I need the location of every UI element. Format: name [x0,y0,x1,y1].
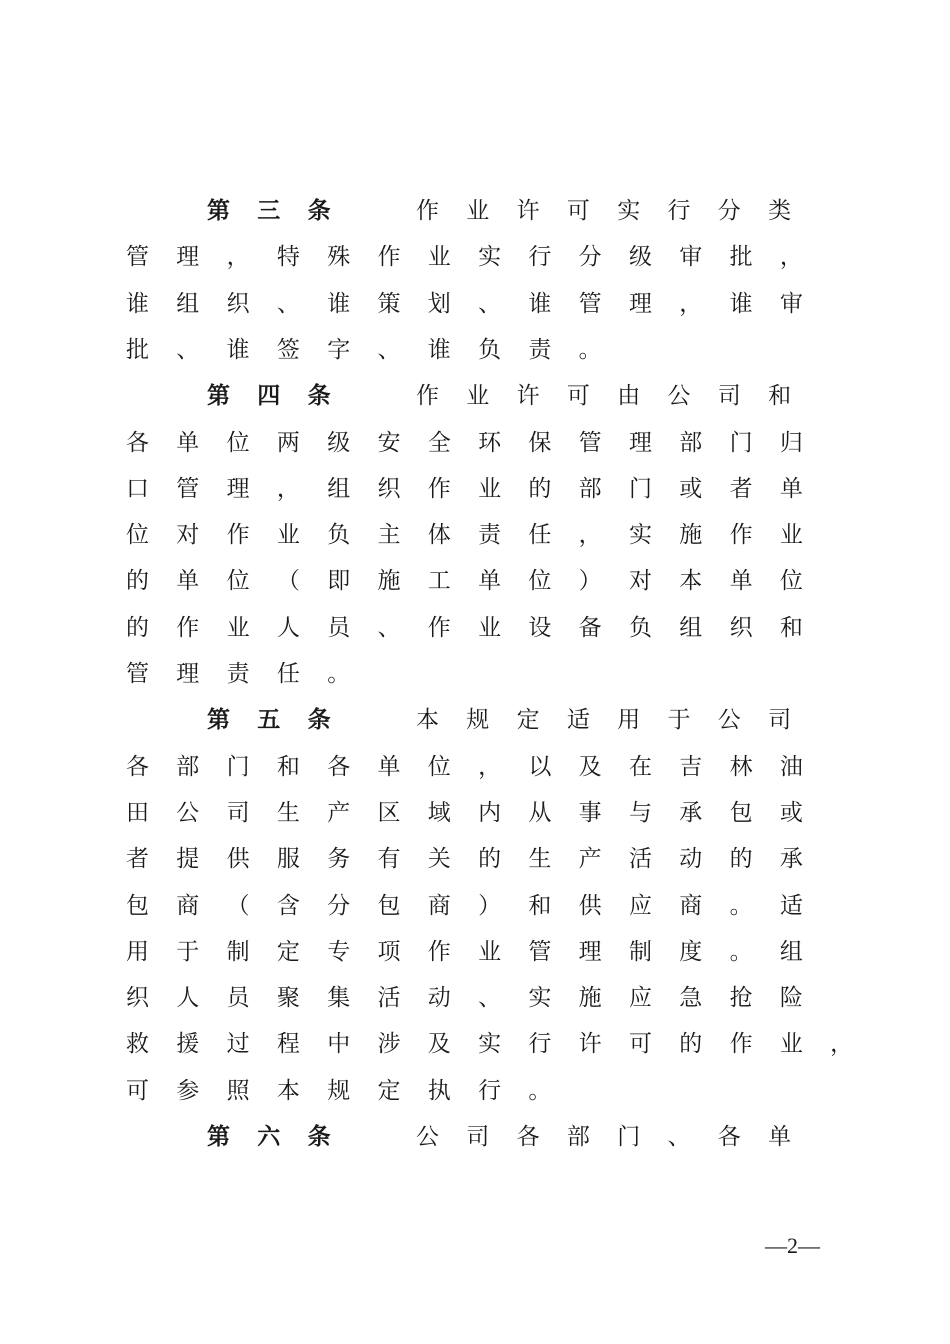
character: 集 [327,985,351,1012]
character: 任 [528,522,552,549]
character: ， [276,475,300,502]
character: 殊 [327,244,351,271]
character: 及 [427,1031,451,1058]
character: 的 [126,614,149,641]
character: 对 [628,568,652,595]
character: 部 [578,475,602,502]
character: 救 [126,1031,149,1058]
character: 和 [528,892,552,919]
character: 业 [478,475,502,502]
character: 实 [617,198,641,224]
character: 条 [307,706,331,734]
character: 作 [416,198,439,224]
character: 作 [176,614,200,641]
character: 事 [578,799,602,826]
character: 管 [126,244,149,271]
article-text-line [125,605,865,651]
character: 行 [478,1077,502,1104]
article-heading-line [0,697,950,743]
character: 条 [307,382,331,410]
character: 包 [126,892,149,919]
character: 作 [729,1031,753,1058]
page-number: —2— [765,1233,820,1258]
character: 可 [566,198,590,224]
character: 备 [578,614,602,641]
character: 适 [566,707,590,734]
character: 适 [779,892,803,919]
article-heading [206,373,357,419]
character: 门 [226,753,250,780]
character: 审 [679,244,703,271]
article-heading [206,188,357,234]
character: 包 [729,799,753,826]
character: 责 [528,336,552,363]
article-text-line [125,975,865,1021]
character: 组 [779,938,803,965]
article-text-line [125,744,865,790]
character: 关 [427,846,451,873]
character: 业 [779,1031,803,1058]
character: 抢 [729,985,753,1012]
character: 用 [126,938,149,965]
character: 规 [466,707,490,734]
character: 司 [466,1124,490,1150]
character: 、 [377,336,401,363]
article-heading [206,1114,357,1160]
character: 或 [779,799,803,826]
character: 责 [226,661,250,687]
character: 本 [679,568,703,595]
character: 业 [478,614,502,641]
character: ） [578,568,602,595]
character: 员 [226,985,250,1012]
article-heading-line [0,373,950,419]
character: 实 [528,985,552,1012]
character: 者 [729,475,753,502]
character: 理 [578,938,602,965]
article-text-line [125,1068,865,1114]
character: 本 [416,707,439,734]
character: 谁 [427,336,451,363]
character: 谁 [126,290,149,317]
character: 各 [126,429,149,456]
character: 人 [276,614,300,641]
character: 部 [176,753,200,780]
character: 生 [528,846,552,873]
article-heading-line [0,1114,950,1160]
character: 分 [717,198,741,224]
character: 位 [528,568,552,595]
character: 承 [779,846,803,873]
character: 、 [478,985,502,1012]
character: 单 [176,429,200,456]
character: 以 [528,753,552,780]
character: 。 [528,1077,552,1104]
character: 门 [729,429,753,456]
character: 商 [679,892,703,919]
character: 制 [628,938,652,965]
character: 实 [478,244,502,271]
character: 位 [126,522,149,549]
character: 公 [176,799,200,826]
article-first-line [415,1114,817,1160]
character: 本 [276,1077,300,1104]
character: 田 [126,799,149,826]
character: 产 [578,846,602,873]
article-text-line [125,558,865,604]
character: 位 [226,429,250,456]
character: 作 [427,475,451,502]
character: 照 [226,1077,250,1104]
character: ， [679,290,703,317]
character: 第 [207,197,230,224]
character: 口 [126,475,149,502]
character: 对 [176,522,200,549]
character: 全 [427,429,451,456]
character: 、 [667,1124,691,1150]
character: 谁 [729,290,753,317]
character: 产 [327,799,351,826]
character: 谁 [327,290,351,317]
character: 管 [126,661,149,687]
character: 特 [276,244,300,271]
character: 保 [528,429,552,456]
character: 织 [377,475,401,502]
character: 聚 [276,985,300,1012]
character: 管 [578,290,602,317]
character: 员 [327,614,351,641]
character: 中 [327,1031,351,1058]
character: 归 [779,429,803,456]
character: 五 [257,706,281,734]
character: 业 [427,244,451,271]
character: 六 [257,1123,281,1150]
character: 供 [226,846,250,873]
character: 理 [226,475,250,502]
character: 和 [779,614,803,641]
character: 条 [307,197,331,224]
character: 参 [176,1077,200,1104]
article-heading [206,697,357,743]
character: 许 [516,383,540,410]
character: ， [578,522,602,549]
character: 即 [327,568,351,595]
character: 条 [307,1123,331,1150]
character: 者 [126,846,149,873]
character: 定 [377,1077,401,1104]
character: 行 [667,198,691,224]
article-text-line [125,327,865,373]
character: 的 [679,1031,703,1058]
character: 施 [679,522,703,549]
character: 于 [176,938,200,965]
character: 提 [176,846,200,873]
article-heading-line [0,188,950,234]
character: 组 [679,614,703,641]
character: 从 [528,799,552,826]
character: 各 [516,1124,540,1150]
character: 。 [729,892,753,919]
character: 安 [377,429,401,456]
character: 度 [679,938,703,965]
character: （ [226,892,250,919]
character: 由 [617,383,641,410]
character: 行 [528,244,552,271]
character: 施 [578,985,602,1012]
character: 作 [427,938,451,965]
character: 各 [327,753,351,780]
character: 负 [327,522,351,549]
article-text-line [125,1021,865,1067]
character: 用 [617,707,641,734]
character: 司 [768,707,792,734]
character: 行 [528,1031,552,1058]
character: 的 [729,846,753,873]
character: 第 [207,1123,230,1150]
character: 执 [427,1077,451,1104]
character: 和 [768,383,792,410]
character: 织 [226,290,250,317]
character: 织 [126,985,149,1012]
character: 管 [176,475,200,502]
character: 织 [729,614,753,641]
character: ， [779,244,803,271]
character: 环 [478,429,502,456]
character: 作 [427,614,451,641]
article-text-line [125,512,865,558]
character: 审 [779,290,803,317]
character: 、 [176,336,200,363]
character: 的 [478,846,502,873]
character: 单 [478,568,502,595]
character: 三 [257,197,281,224]
character: 任 [276,661,300,687]
character: 两 [276,429,300,456]
character: 业 [466,383,490,410]
character: 内 [478,799,502,826]
character: 可 [566,383,590,410]
character: 四 [257,382,281,410]
character: 门 [628,475,652,502]
character: 业 [466,198,490,224]
character: 、 [276,290,300,317]
character: 援 [176,1031,200,1058]
article-text-line [125,651,865,697]
character: 各 [717,1124,741,1150]
character: 级 [628,244,652,271]
character: 位 [427,753,451,780]
character: 理 [176,244,200,271]
character: 在 [628,753,652,780]
character: 有 [377,846,401,873]
character: 规 [327,1077,351,1104]
character: 与 [628,799,652,826]
article-text-line [125,234,865,280]
character: 。 [729,938,753,965]
character: 设 [528,614,552,641]
character: 可 [126,1077,149,1104]
character: 险 [779,985,803,1012]
character: 定 [276,938,300,965]
article-text-line [125,466,865,512]
character: 实 [478,1031,502,1058]
character: 定 [516,707,540,734]
character: 施 [377,568,401,595]
character: 司 [226,799,250,826]
character: 部 [679,429,703,456]
character: 应 [628,892,652,919]
character: 管 [528,938,552,965]
character: 谁 [226,336,250,363]
character: 公 [717,707,741,734]
article-text-line [125,790,865,836]
character: 包 [377,892,401,919]
character: ， [226,244,250,271]
character: 承 [679,799,703,826]
character: 业 [478,938,502,965]
character: 级 [327,429,351,456]
character: 人 [176,985,200,1012]
character: 部 [566,1124,590,1150]
character: 公 [416,1124,439,1150]
character: 管 [578,429,602,456]
character: ， [478,753,502,780]
character: 区 [377,799,401,826]
character: （ [276,568,300,595]
character: 单 [779,475,803,502]
article-first-line [415,188,817,234]
character: 单 [176,568,200,595]
character: 涉 [377,1031,401,1058]
article-text-line [125,281,865,327]
character: 负 [628,614,652,641]
article-text-line [125,420,865,466]
character: 商 [176,892,200,919]
character: 理 [628,429,652,456]
character: 域 [427,799,451,826]
character: 的 [528,475,552,502]
character: 分 [327,892,351,919]
character: 专 [327,938,351,965]
character: 司 [717,383,741,410]
character: 作 [416,383,439,410]
character: 主 [377,522,401,549]
character: 项 [377,938,401,965]
character: 服 [276,846,300,873]
character: 第 [207,382,230,410]
character: 或 [679,475,703,502]
character: 组 [176,290,200,317]
character: 位 [779,568,803,595]
character: 单 [377,753,401,780]
character: 活 [628,846,652,873]
character: 类 [768,198,792,224]
character: 及 [578,753,602,780]
character: 商 [427,892,451,919]
character: 签 [276,336,300,363]
character: 谁 [528,290,552,317]
character: 责 [478,522,502,549]
character: 油 [779,753,803,780]
character: 实 [628,522,652,549]
character: 业 [226,614,250,641]
article-first-line [415,697,817,743]
character: 字 [327,336,351,363]
character: 过 [226,1031,250,1058]
character: 动 [427,985,451,1012]
character: 可 [628,1031,652,1058]
character: 策 [377,290,401,317]
character: 批 [729,244,753,271]
article-text-line [125,836,865,882]
character: 业 [779,522,803,549]
character: 各 [126,753,149,780]
character: 许 [578,1031,602,1058]
character: 活 [377,985,401,1012]
character: 的 [126,568,149,595]
character: 业 [276,522,300,549]
character: 程 [276,1031,300,1058]
character: 、 [478,290,502,317]
character: 急 [679,985,703,1012]
character: 制 [226,938,250,965]
character: 位 [226,568,250,595]
character: 应 [628,985,652,1012]
character: 负 [478,336,502,363]
character: 划 [427,290,451,317]
character: 含 [276,892,300,919]
article-text-line [125,929,865,975]
character: 理 [176,661,200,687]
article-first-line [415,373,817,419]
character: 门 [617,1124,641,1150]
character: 作 [729,522,753,549]
character: 生 [276,799,300,826]
character: ， [830,1031,854,1058]
character: 许 [516,198,540,224]
character: 理 [628,290,652,317]
character: 林 [729,753,753,780]
character: 于 [667,707,691,734]
character: 。 [578,336,602,363]
character: 作 [226,522,250,549]
character: ） [478,892,502,919]
character: 供 [578,892,602,919]
character: 作 [377,244,401,271]
character: 组 [327,475,351,502]
character: 和 [276,753,300,780]
character: 工 [427,568,451,595]
character: 批 [126,336,149,363]
character: 吉 [679,753,703,780]
character: 单 [768,1124,792,1150]
article-text-line [125,883,865,929]
character: 第 [207,706,230,734]
character: 动 [679,846,703,873]
character: 单 [729,568,753,595]
character: 、 [377,614,401,641]
character: 公 [667,383,691,410]
character: 。 [327,661,351,687]
character: 分 [578,244,602,271]
character: 体 [427,522,451,549]
character: 务 [327,846,351,873]
